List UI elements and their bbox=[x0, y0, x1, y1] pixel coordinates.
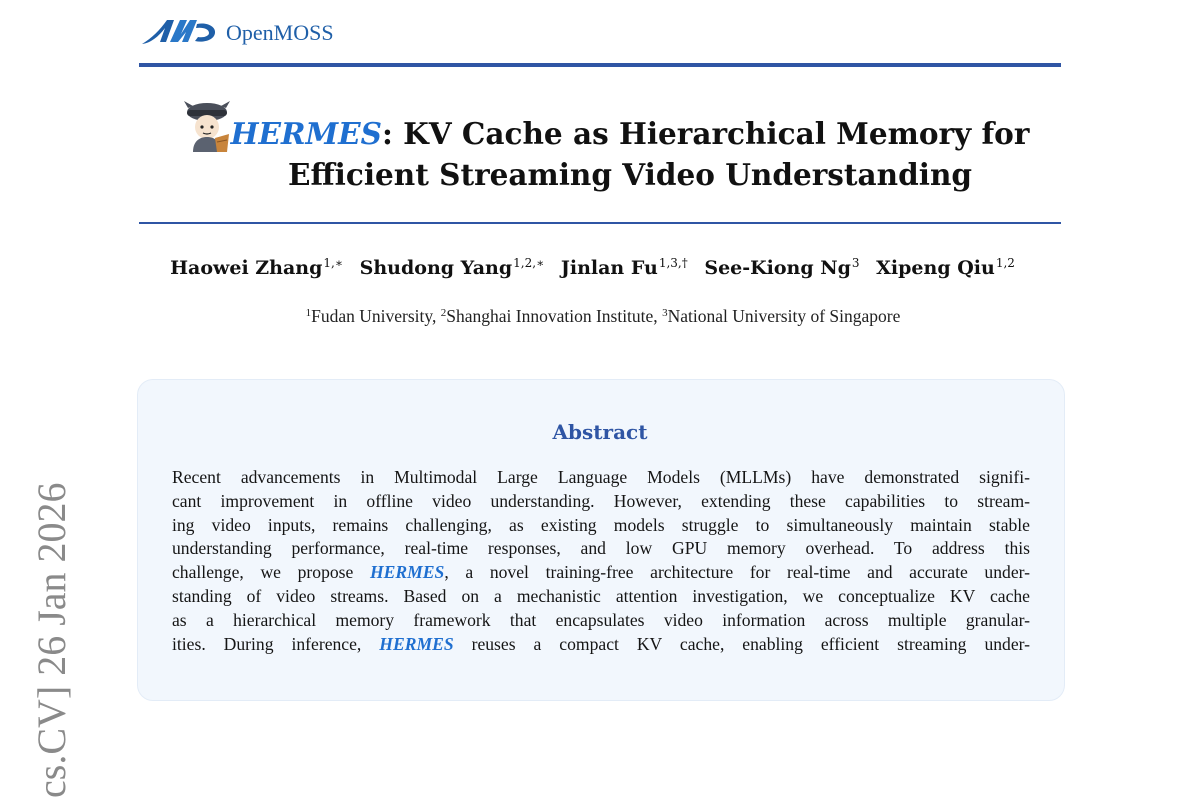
affiliation-list bbox=[0, 306, 1200, 327]
author-name: Jinlan Fu bbox=[560, 257, 658, 279]
author-5 bbox=[876, 257, 1015, 279]
paper-title bbox=[160, 113, 1100, 195]
author-affiliation-marker: 3 bbox=[851, 256, 860, 270]
author-name: See-Kiong Ng bbox=[704, 257, 851, 279]
affiliation-marker: 3 bbox=[662, 307, 668, 319]
title-rule bbox=[139, 222, 1061, 224]
abstract-line bbox=[172, 490, 1030, 514]
affiliation-marker: 1 bbox=[305, 307, 312, 319]
abstract-line-text: standing of video streams. Based on a mechanistic attention investigation, we conceptualize KV cache bbox=[172, 585, 1030, 606]
abstract-text bbox=[172, 466, 1030, 656]
author-affiliation-marker: 1,3,† bbox=[658, 256, 688, 270]
author-2 bbox=[360, 257, 545, 279]
hermes-link[interactable]: HERMES bbox=[369, 562, 445, 583]
header-rule bbox=[139, 63, 1061, 67]
title-highlight-hermes[interactable]: HERMES bbox=[230, 116, 382, 151]
abstract-line-text: challenge, we propose bbox=[172, 562, 370, 583]
arxiv-identifier-stamp: cs.CV] 26 Jan 2026 bbox=[29, 482, 74, 798]
author-affiliation-marker: 1,2 bbox=[995, 256, 1015, 270]
abstract-line-text: Recent advancements in Multimodal Large Language Models (MLLMs) have demonstrated signifi- bbox=[172, 467, 1030, 487]
author-list bbox=[0, 256, 1185, 279]
abstract-line bbox=[172, 561, 1030, 585]
author-name: Xipeng Qiu bbox=[876, 257, 995, 279]
title-line-1-rest: : KV Cache as Hierarchical Memory for bbox=[381, 116, 1030, 151]
author-name: Haowei Zhang bbox=[170, 257, 323, 279]
abstract-line-text: ing video inputs, remains challenging, as existing models struggle to simultaneously maintain stable bbox=[172, 514, 1030, 535]
abstract-line-text: cant improvement in offline video understanding. However, extending these capabilities to stream- bbox=[172, 490, 1030, 511]
abstract-line-text: reuses a compact KV cache, enabling efficient streaming under- bbox=[453, 633, 1031, 654]
abstract-line bbox=[172, 466, 1030, 490]
author-4 bbox=[704, 257, 859, 279]
openmoss-logo-icon bbox=[140, 14, 218, 52]
openmoss-logo[interactable] bbox=[140, 14, 334, 52]
abstract-line bbox=[172, 633, 1030, 657]
hermes-link[interactable]: HERMES bbox=[379, 633, 454, 654]
abstract-line bbox=[172, 585, 1030, 609]
title-line-1 bbox=[231, 116, 1030, 151]
author-3 bbox=[561, 257, 688, 279]
abstract-heading: Abstract bbox=[552, 420, 648, 444]
abstract-line bbox=[172, 609, 1030, 633]
abstract-line bbox=[172, 537, 1030, 561]
author-1 bbox=[170, 257, 343, 279]
abstract-line-text: , a novel training-free architecture for real-time and accurate under- bbox=[444, 562, 1030, 583]
title-line-2: Efficient Streaming Video Understanding bbox=[287, 157, 973, 192]
abstract-line-text: understanding performance, real-time responses, and low GPU memory overhead. To address this bbox=[172, 538, 1030, 559]
abstract-line bbox=[172, 514, 1030, 538]
affiliation-name: National University of Singapore bbox=[667, 306, 901, 326]
abstract-line-text: as a hierarchical memory framework that encapsulates video information across multiple granular- bbox=[172, 609, 1030, 630]
logo-text: OpenMOSS bbox=[226, 20, 334, 45]
affiliation-name: Shanghai Innovation Institute, bbox=[446, 306, 658, 326]
affiliation-marker: 2 bbox=[440, 307, 447, 319]
affiliation-name: Fudan University, bbox=[311, 306, 437, 326]
author-affiliation-marker: 1,∗ bbox=[323, 256, 344, 270]
author-name: Shudong Yang bbox=[359, 257, 513, 279]
abstract-line-text: ities. During inference, bbox=[172, 633, 380, 654]
author-affiliation-marker: 1,2,∗ bbox=[513, 256, 545, 270]
